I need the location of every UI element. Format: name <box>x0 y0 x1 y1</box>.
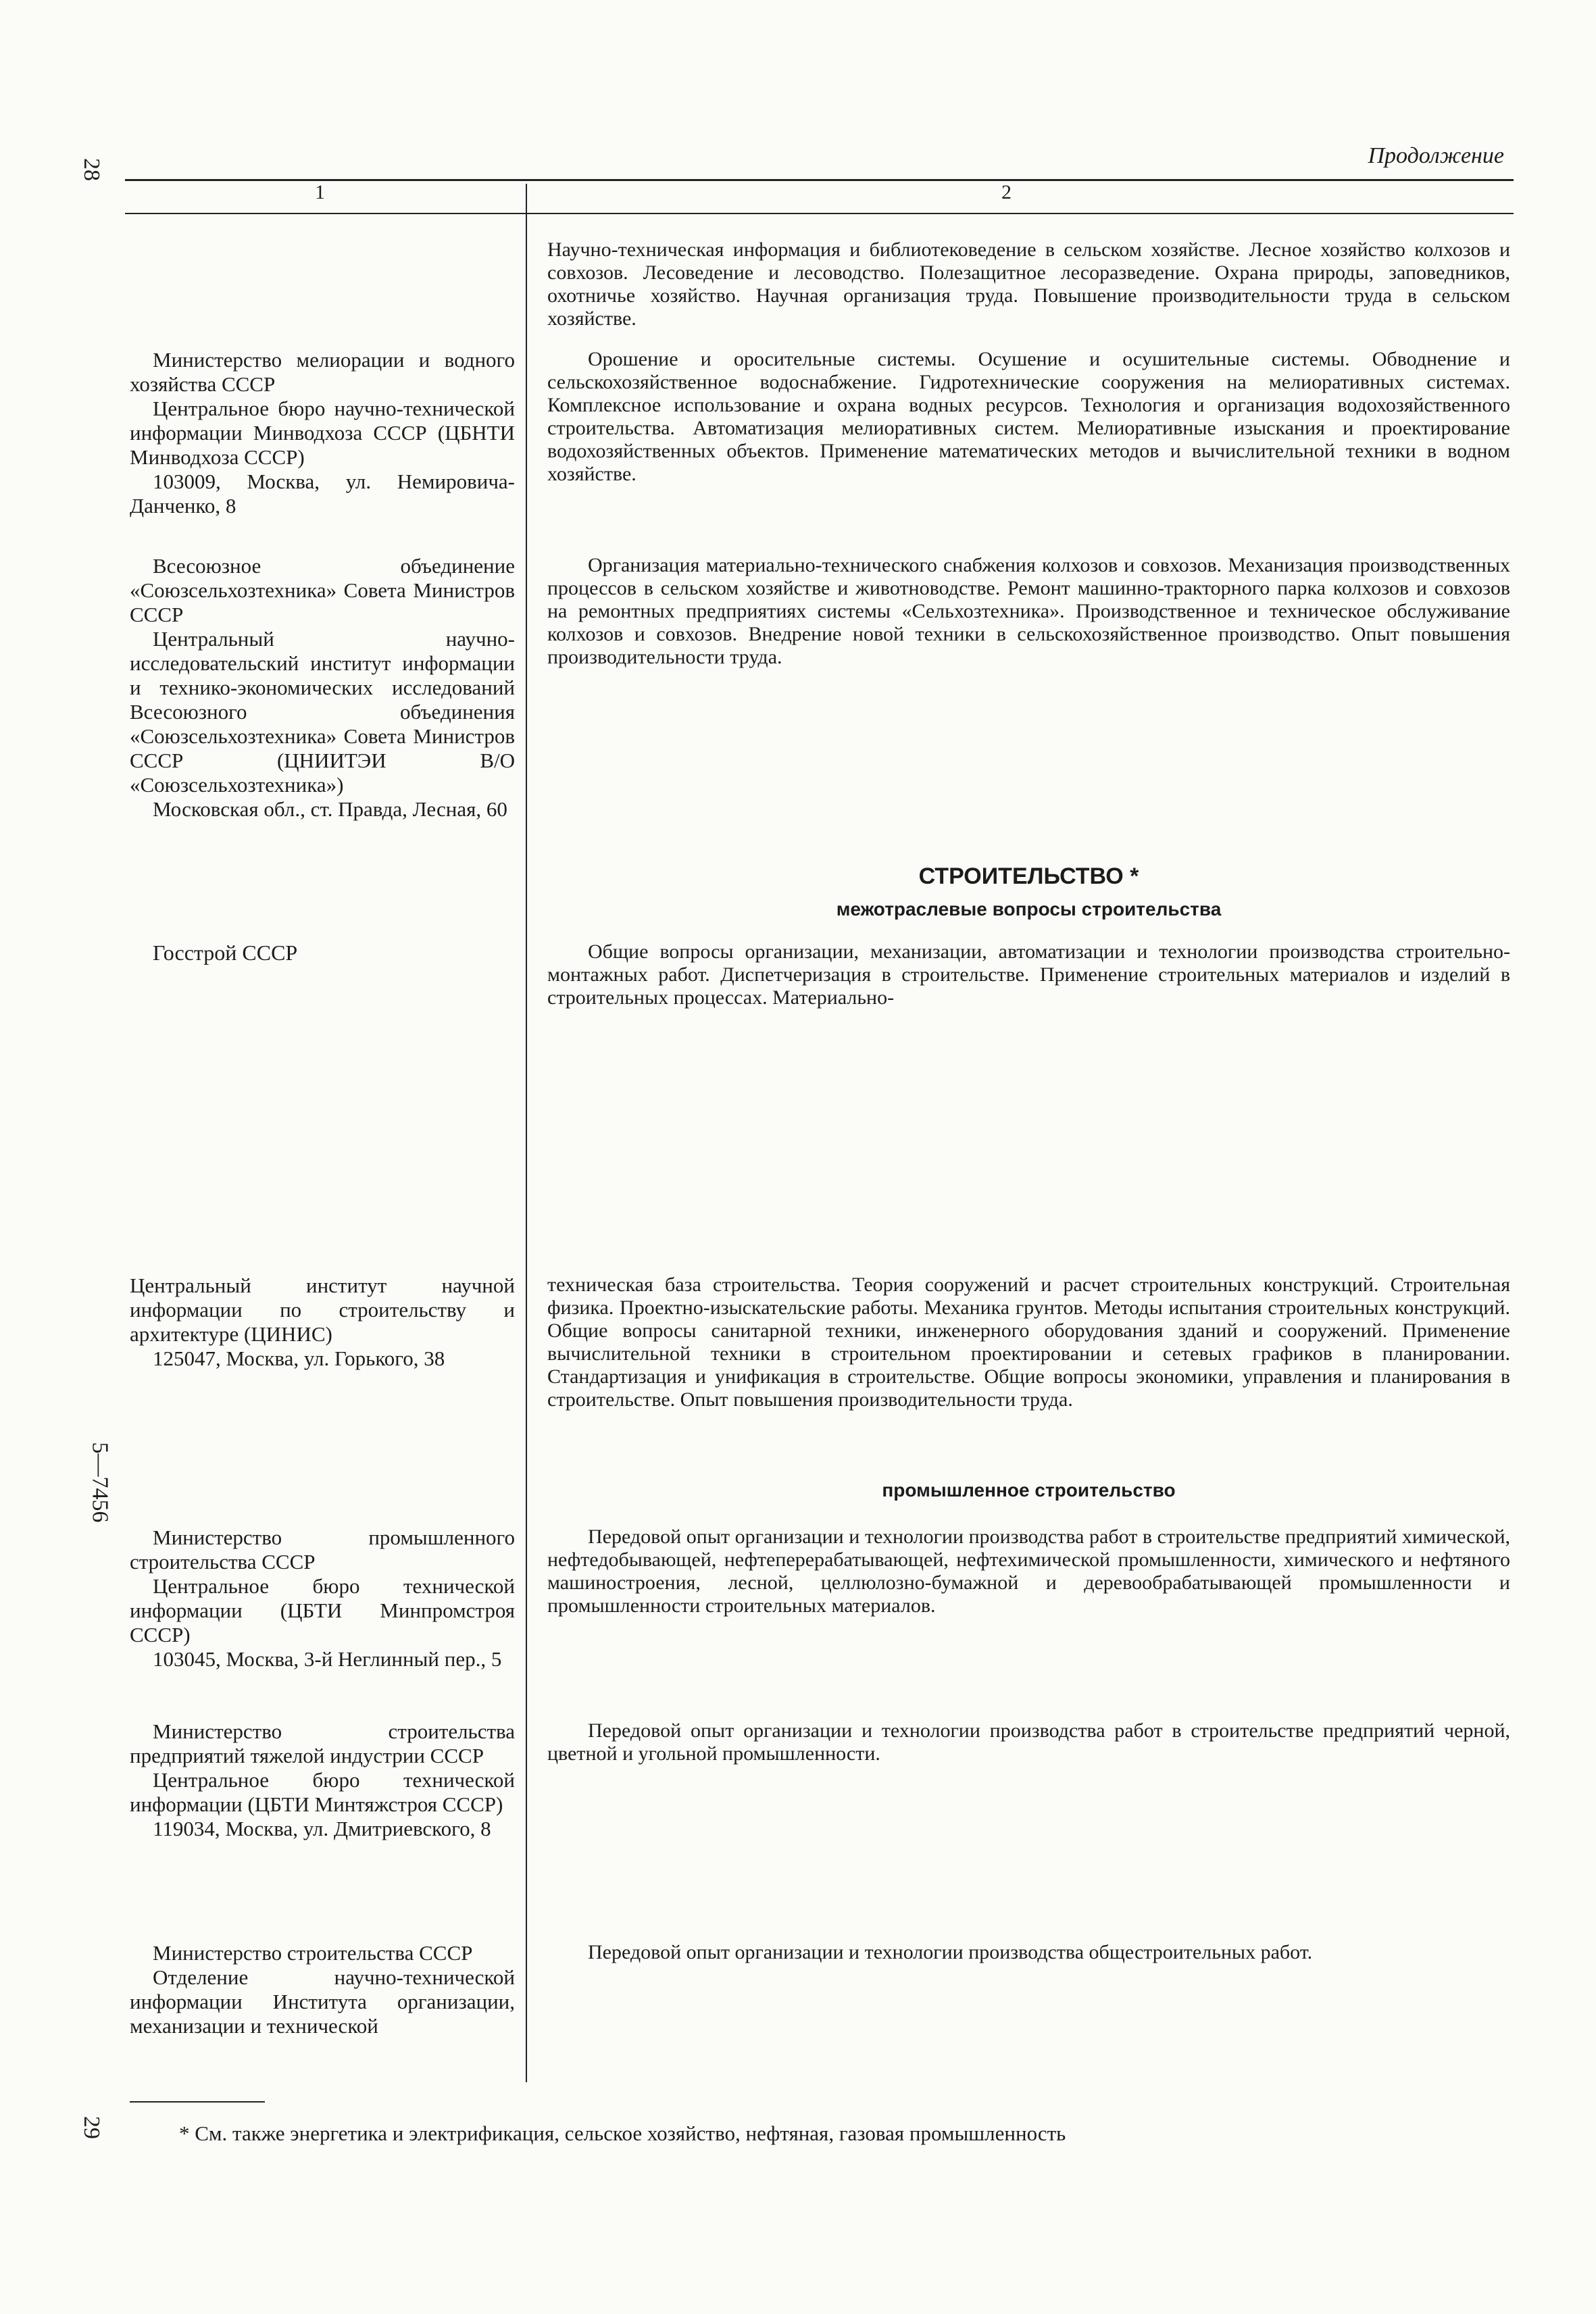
org-address: 103045, Москва, 3-й Неглинный пер., 5 <box>153 1647 502 1671</box>
org-info-bureau: Центральное бюро технической информации (ЦБТИ Минтяжстроя СССР) <box>130 1768 515 1816</box>
mintyazhstroy-org <box>130 1719 515 1841</box>
org-address: 119034, Москва, ул. Дмитриевского, 8 <box>153 1817 491 1840</box>
org-ministry: Министерство строительства СССР <box>153 1941 473 1965</box>
org-address: 103009, Москва, ул. Немировича-Данченко, 8 <box>130 470 515 518</box>
column-number-1: 1 <box>315 181 325 203</box>
org-info-bureau: Центральный институт научной информации по строительству и архитектуре (ЦИНИС) <box>130 1274 515 1346</box>
org-ministry: Министерство мелиорации и водного хозяйства СССР <box>130 348 515 396</box>
org-info-bureau: Центральное бюро научно-технической информации Минводхоза СССР (ЦБНТИ Минводхоза СССР) <box>130 397 515 469</box>
minstroy-org <box>130 1941 515 2038</box>
page-number-top: 28 <box>79 158 104 181</box>
section-subtitle-interbranch: межотраслевые вопросы строительства <box>836 899 1222 920</box>
minpromstroy-org <box>130 1526 515 1671</box>
footnote-rule <box>130 2101 265 2103</box>
header-rule-bottom <box>125 213 1514 214</box>
entry-selkhoztekhnika-topics <box>547 554 1510 669</box>
org-info-bureau: Отделение научно-технической информации Института организации, механизации и технической <box>130 1965 515 2038</box>
entry-minvodkhoz-topics <box>547 348 1510 486</box>
footnote: * См. также энергетика и электрификация, сельское хозяйство, нефтяная, газовая промышленность <box>179 2121 1066 2145</box>
org-address: Московская обл., ст. Правда, Лесная, 60 <box>153 797 507 821</box>
signature-mark: 5—7456 <box>87 1442 113 1523</box>
gosstroy-topics-part1 <box>547 940 1510 1009</box>
header-rule-top <box>125 179 1514 181</box>
gosstroy-topics-part2 <box>547 1274 1510 1411</box>
org-ministry: Министерство строительства предприятий тяжелой индустрии СССР <box>130 1719 515 1767</box>
section-subtitle-industrial: промышленное строительство <box>882 1480 1176 1501</box>
section-title: СТРОИТЕЛЬСТВО * <box>918 863 1139 889</box>
org-info-bureau: Центральный научно-исследовательский институт информации и технико-экономических исследований Всесоюзного объединения «Союзсельхозтехника» Совета Министров СССР (ЦНИИТЭИ В/О «Союзсельхозтехника») <box>130 627 515 797</box>
org-address: 125047, Москва, ул. Горького, 38 <box>153 1347 445 1370</box>
topics-text: Передовой опыт организации и технологии производства работ в строительстве предприятий черной, цветной и угольной промышленности. <box>547 1719 1510 1765</box>
cinis-org <box>130 1274 515 1371</box>
gosstroy-org <box>130 940 515 965</box>
entry-minvodkhoz-org <box>130 348 515 518</box>
org-ministry: Всесоюзное объединение «Союзсельхозтехника» Совета Министров СССР <box>130 554 515 626</box>
page-number-bottom: 29 <box>79 2116 104 2139</box>
topics-text: техническая база строительства. Теория сооружений и расчет строительных конструкций. Строительная физика. Проектно-изыскательские работы. Механика грунтов. Методы испытания строительных конструкций. Общие вопросы санитарной техники, инженерного оборудования зданий и сооружений. Применение вычислительной техники в строительном проектировании и сетевых графиков в планировании. Стандартизация и унификация в строительстве. Общие вопросы экономики, управления и планирования в строительстве. Опыт повышения производительности труда. <box>547 1274 1510 1411</box>
topics-text: Общие вопросы организации, механизации, автоматизации и технологии производства строительно-монтажных работ. Диспетчеризация в строительстве. Применение строительных материалов и изделий в строительных процессах. Материально- <box>547 940 1510 1009</box>
org-info-bureau: Центральное бюро технической информации (ЦБТИ Минпромстроя СССР) <box>130 1574 515 1646</box>
topics-text: Организация материально-технического снабжения колхозов и совхозов. Механизация производственных процессов в сельском хозяйстве и животноводстве. Ремонт машинно-тракторного парка колхозов и совхозов на ремонтных предприятиях системы «Сельхозтехника». Производственное и техническое обслуживание колхозов и совхозов. Внедрение новой техники в сельскохозяйственное производство. Опыт повышения производительности труда. <box>547 554 1510 668</box>
continuation-label: Продолжение <box>1368 143 1504 168</box>
minstroy-topics <box>547 1941 1510 1964</box>
entry-selkhoztekhnika-org <box>130 554 515 822</box>
minpromstroy-topics <box>547 1526 1510 1617</box>
top-entry-topics <box>547 238 1510 330</box>
top-entry-text: Научно-техническая информация и библиотековедение в сельском хозяйстве. Лесное хозяйство колхозов и совхозов. Лесоведение и лесоводство. Полезащитное лесоразведение. Охрана природы, заповедников, охотничье хозяйство. Научная организация труда. Повышение производительности труда в сельском хозяйстве. <box>547 238 1510 330</box>
org-ministry: Министерство промышленного строительства СССР <box>130 1526 515 1574</box>
topics-text: Передовой опыт организации и технологии производства работ в строительстве предприятий химической, нефтедобывающей, нефтеперерабатывающей, нефтехимической промышленности, химического и нефтяного машиностроения, лесной, целлюлозно-бумажной и деревообрабатывающей промышленности и промышленности строительных материалов. <box>547 1526 1510 1617</box>
column-number-2: 2 <box>1001 181 1012 203</box>
topics-text: Передовой опыт организации и технологии производства общестроительных работ. <box>588 1941 1313 1963</box>
column-divider <box>526 184 527 2082</box>
org-ministry: Госстрой СССР <box>153 940 298 965</box>
mintyazhstroy-topics <box>547 1719 1510 1765</box>
topics-text: Орошение и оросительные системы. Осушение и осушительные системы. Обводнение и сельскохозяйственное водоснабжение. Гидротехнические сооружения на мелиоративных системах. Комплексное использование и охрана водных ресурсов. Технология и организация водохозяйственного строительства. Автоматизация мелиоративных систем. Мелиоративные изыскания и проектирование водохозяйственных объектов. Применение математических методов и вычислительной техники в водном хозяйстве. <box>547 348 1510 485</box>
